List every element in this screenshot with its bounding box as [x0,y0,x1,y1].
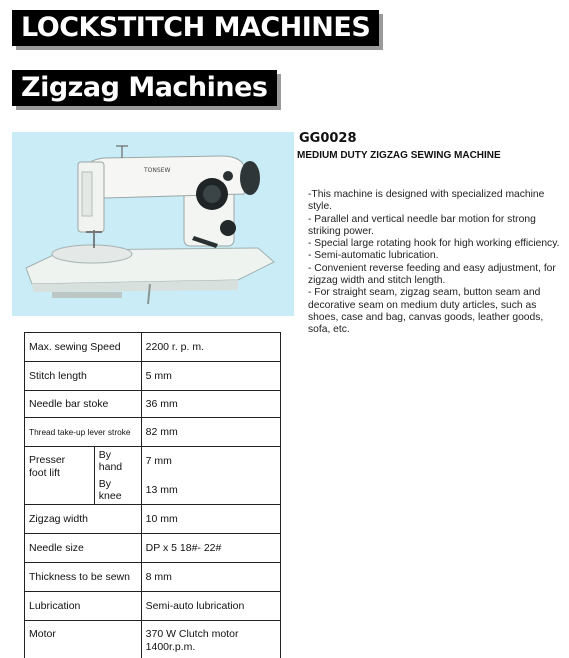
spec-label: foot lift [29,467,60,479]
spec-label-presser-foot [25,447,95,505]
spec-value: Semi-auto lubrication [141,592,280,621]
description-line: - Special large rotating hook for high working efficiency. [308,238,560,250]
table-row [25,534,281,563]
spec-value: DP x 5 18#- 22# [141,534,280,563]
spec-value: 82 mm [141,418,280,447]
spec-label: Zigzag width [25,505,142,534]
description-line: - Semi-automatic lubrication. [308,250,439,262]
sewing-machine-image [12,132,294,316]
table-row [25,418,281,447]
table-row [25,592,281,621]
table-row [25,362,281,391]
spec-value: 2200 r. p. m. [141,333,280,362]
spec-label: Max. sewing Speed [25,333,142,362]
description-line: - Convenient reverse feeding and easy adjustment, for zigzag width and stitch length. [308,262,556,287]
spec-sublabel: By knee [94,476,141,505]
spec-label: Thread take-up lever stroke [25,418,142,447]
category-banner: LOCKSTITCH MACHINES [12,10,379,46]
spec-table [24,332,281,658]
description-line: - For straight seam, zigzag seam, button seam and decorative seam on medium duty articles, such as shoes, case and bag, canvas goods, leather goods, sofa, etc. [308,287,544,336]
spec-label: Motor [25,621,142,658]
spec-label: Thickness to be sewn [25,563,142,592]
description-line: - Parallel and vertical needle bar motion for strong striking power. [308,213,536,237]
table-row [25,333,281,362]
spec-value: 7 mm [141,447,280,476]
spec-value: 1400r.p.m. [145,641,196,653]
product-photo [12,132,294,316]
product-code: GG0028 [299,131,357,146]
spec-sublabel: By hand [94,447,141,476]
description-line: -This machine is designed with specialized machine style. [308,189,545,213]
spec-value: 370 W Clutch motor [145,628,239,640]
table-row [25,391,281,418]
table-row [25,563,281,592]
spec-value: 5 mm [141,362,280,391]
spec-label: Needle bar stoke [25,391,142,418]
table-row [25,621,281,658]
table-row [25,505,281,534]
spec-label: Lubrication [25,592,142,621]
product-name: MEDIUM DUTY ZIGZAG SEWING MACHINE [297,150,501,161]
spec-value-motor [141,621,280,658]
spec-label: Presser [29,454,66,466]
product-description [308,189,566,337]
subcategory-banner: Zigzag Machines [12,70,277,106]
spec-value: 8 mm [141,563,280,592]
spec-label: Stitch length [25,362,142,391]
spec-value: 36 mm [141,391,280,418]
brand-logo: TONSEW [144,167,171,174]
spec-value: 10 mm [141,505,280,534]
spec-value: 13 mm [141,476,280,505]
spec-label: Needle size [25,534,142,563]
table-row [25,447,281,476]
